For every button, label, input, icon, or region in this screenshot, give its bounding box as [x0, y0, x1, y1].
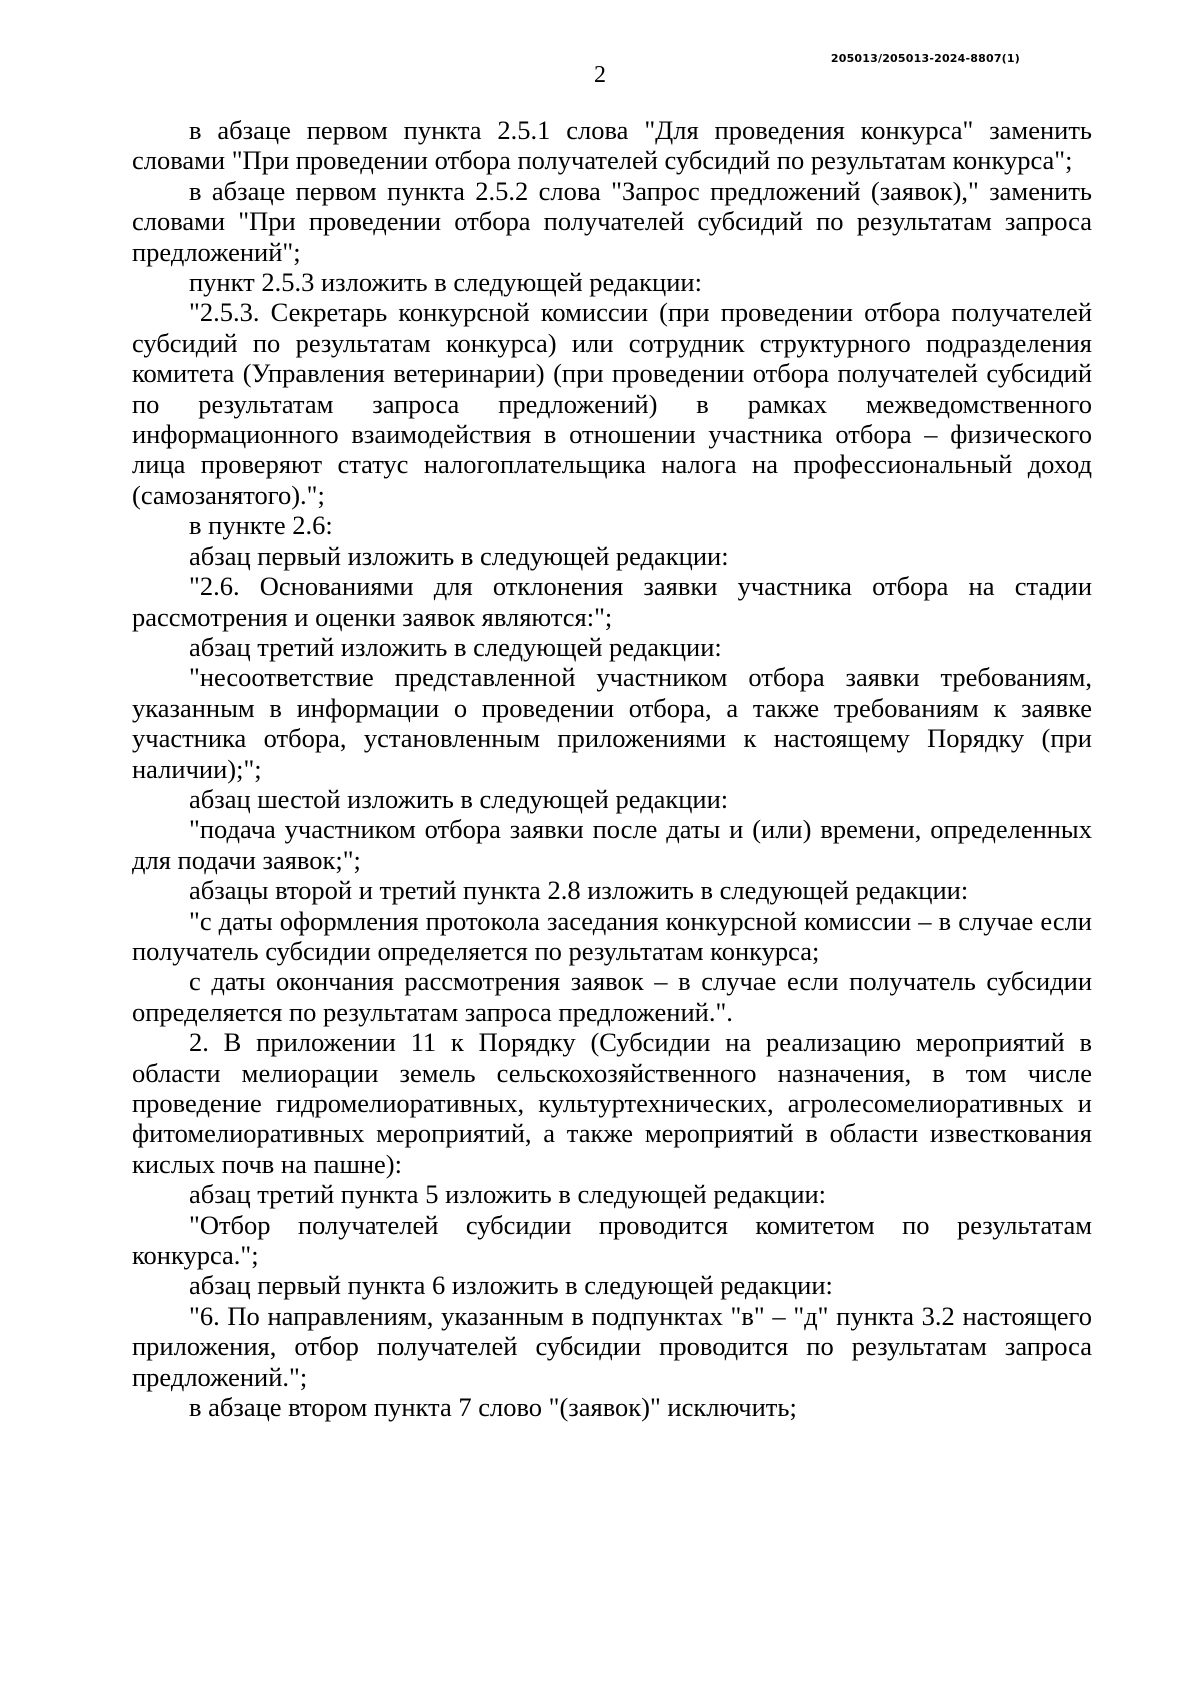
paragraph: в абзаце первом пункта 2.5.2 слова "Запрос предложений (заявок)," заменить словами "При проведении отбора получателей субсидий по результатам запроса предложений"; — [132, 175, 1092, 267]
paragraph: пункт 2.5.3 изложить в следующей редакции: — [189, 267, 702, 298]
paragraph: "2.6. Основаниями для отклонения заявки участника отбора на стадии рассмотрения и оценки заявок являются:"; — [132, 571, 1092, 632]
paragraph: абзац шестой изложить в следующей редакции: — [189, 783, 729, 814]
paragraph: в абзаце втором пункта 7 слово "(заявок)" исключить; — [189, 1392, 797, 1423]
paragraph: в абзаце первом пункта 2.5.1 слова "Для проведения конкурса" заменить словами "При проведении отбора получателей субсидий по результатам конкурса"; — [132, 115, 1092, 176]
paragraph: в пункте 2.6: — [189, 510, 333, 541]
paragraph: абзацы второй и третий пункта 2.8 изложить в следующей редакции: — [189, 875, 969, 906]
paragraph: 2. В приложении 11 к Порядку (Субсидии на реализацию мероприятий в области мелиорации земель сельскохозяйственного назначения, в том числе проведение гидромелиоративных, культуртехнических, агролесомелиоративных и фитомелиоративных мероприятий, а также мероприятий в области известкования кислых почв на пашне): — [132, 1027, 1092, 1179]
paragraph: "Отбор получателей субсидии проводится комитетом по результатам конкурса."; — [132, 1209, 1092, 1271]
paragraph: с даты окончания рассмотрения заявок – в случае если получатель субсидии определяется по результатам запроса предложений.". — [132, 966, 1092, 1027]
paragraph: "2.5.3. Секретарь конкурсной комиссии (при проведении отбора получателей субсидий по результатам конкурса) или сотрудник структурного подразделения комитета (Управления ветеринарии) (при проведении отбора получателей субсидий по результатам запроса предложений) в рамках межведомственного информационного взаимодействия в отношении участника отбора – физического лица проверяют статус налогоплательщика налога на профессиональный доход (самозанятого)."; — [132, 297, 1092, 510]
paragraph: абзац первый пункта 6 изложить в следующей редакции: — [189, 1270, 833, 1301]
paragraph: абзац третий пункта 5 изложить в следующей редакции: — [189, 1179, 827, 1210]
paragraph: абзац первый изложить в следующей редакции: — [189, 540, 729, 571]
paragraph: "с даты оформления протокола заседания конкурсной комиссии – в случае если получатель субсидии определяется по результатам конкурса; — [132, 905, 1092, 966]
page-number: 2 — [594, 62, 606, 88]
paragraph: "несоответствие представленной участником отбора заявки требованиям, указанным в информации о проведении отбора, а также требованиям к заявке участника отбора, установленным приложениями к настоящему Порядку (при наличии);"; — [132, 662, 1092, 784]
paragraph: абзац третий изложить в следующей редакции: — [189, 631, 722, 662]
document-registration-number: 205013/205013-2024-8807(1) — [830, 52, 1020, 65]
paragraph: "подача участником отбора заявки после даты и (или) времени, определенных для подачи заявок;"; — [132, 814, 1092, 875]
document-body — [132, 115, 1092, 1422]
paragraph: "6. По направлениям, указанным в подпунктах "в" – "д" пункта 3.2 настоящего приложения, отбор получателей субсидии проводится по результатам запроса предложений."; — [132, 1300, 1092, 1392]
